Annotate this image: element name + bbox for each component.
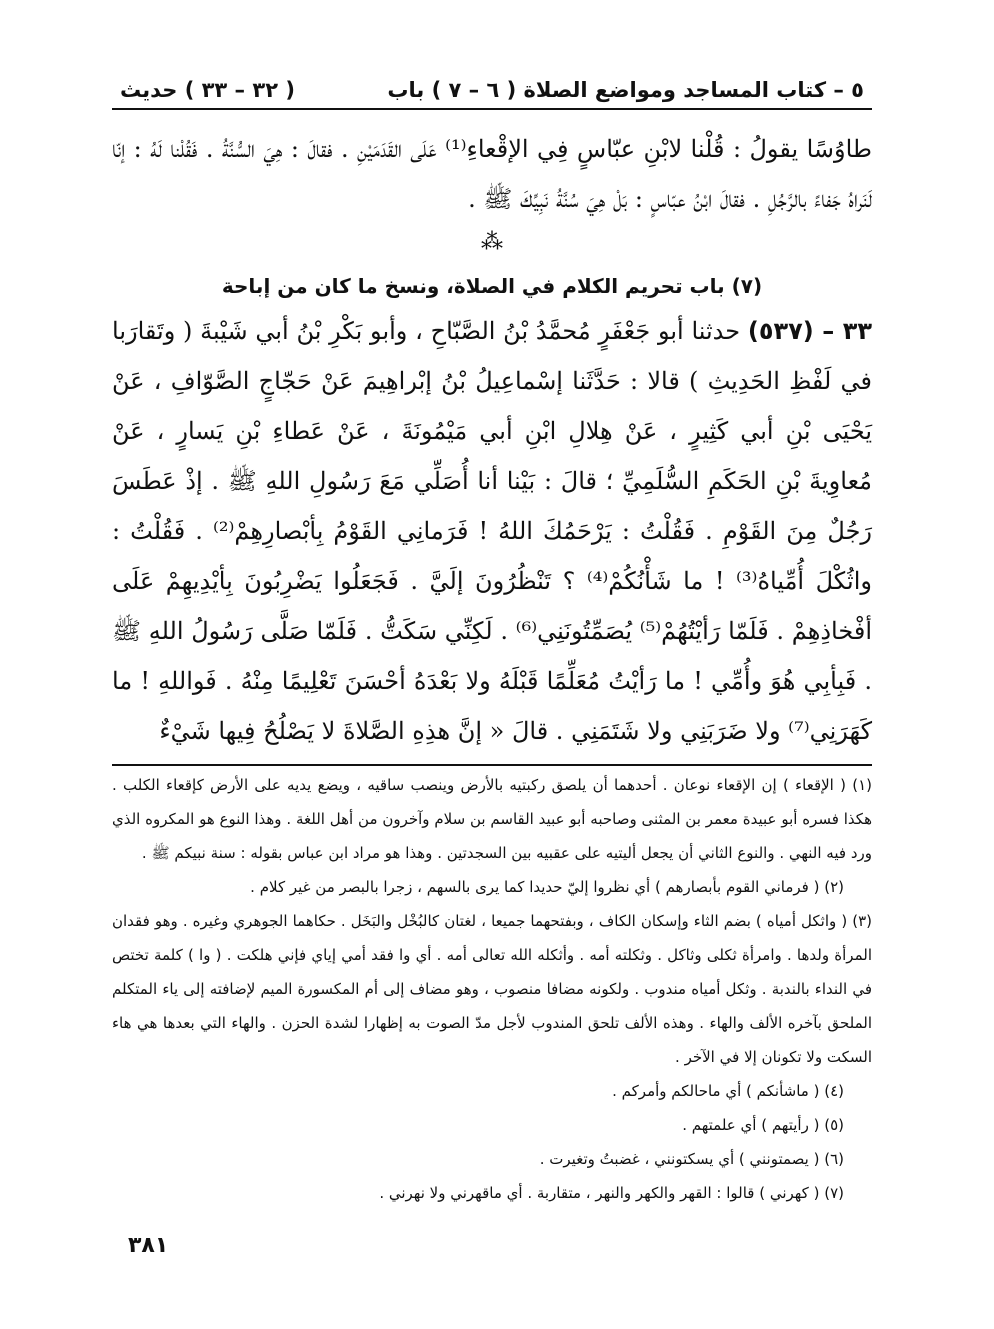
footnote-2: (٢) ( فرماني القوم بأبصارهم ) أي نظروا إليّ حديدا كما يرى بالسهم ، زجرا بالبصر من غير كلام .	[250, 878, 844, 896]
continuation-paragraph: طاوُسًا يقولُ : قُلْنا لابْنِ عبّاسٍ فِي الإقْعاءِ⁽¹⁾ عَلَى القَدَمَيْنِ . فقالَ : هِيَ السُّنَّةُ . فَقُلْنا لَهُ : إنّا لَنَراهُ جَفاءً بالرَّجُلِ . فقالَ ابْنُ عبّاسٍ : بَلْ هِيَ سُنَّةُ نَبِيِّكَ ﷺ .	[112, 135, 872, 213]
book-page	[112, 78, 872, 1210]
header-hadith-range: ( ٣٢ – ٣٣ ) حديث	[120, 78, 295, 102]
running-header	[112, 78, 872, 110]
footnote-5: (٥) ( رأيتهم ) أي علمتهم .	[682, 1116, 844, 1134]
hadith-block	[112, 306, 872, 756]
continuation-text	[112, 124, 872, 224]
footnote-3: (٣) ( واثكل أمياه ) بضم الثاء وإسكان الكاف ، وبفتحهما جميعا ، لغتان كالبُخْل والبَخَل . حكاهما الجوهري وغيره . وهو فقدان المرأة ولدها . وامرأة ثكلى وثاكل . وثكلته أمه . وأثكله الله تعالى أمه . أي وا فقد أمي إياي فإني هلكت . ( وا ) كلمة تختص في النداء بالندبة . وثكل أمياه مندوب . ولكونه مضافا منصوب ، وهو مضاف إلى أم المكسورة الميم لإضافته إلى ياء المتكلم الملحق بآخره الألف والهاء . وهذه الألف تلحق المندوب لأجل مدّ الصوت به إظهارا لشدة الحزن . والهاء التي بعدها هي هاء السكت ولا تكونان إلا في الآخر .	[112, 912, 872, 1066]
header-chapter: ٥ – كتاب المساجد ومواضع الصلاة ( ٦ – ٧ ) باب	[387, 78, 864, 102]
footnote-4: (٤) ( ماشأنكم ) أي ماحالكم وأمركم .	[612, 1082, 844, 1100]
footnote-7: (٧) ( كهرني ) قالوا : القهر والكهر والنهر ، متقاربة . أي ماقهرني ولا نهرني .	[379, 1184, 844, 1202]
footnote-divider	[112, 764, 872, 766]
chapter-title: (٧) باب تحريم الكلام في الصلاة، ونسخ ما كان من إباحة	[221, 274, 763, 298]
hadith-number: ٣٣ – (٥٣٧)	[747, 317, 872, 345]
footnotes	[112, 768, 872, 1210]
page-number: ٣٨١	[128, 1233, 169, 1258]
footnote-6: (٦) ( يصمتونني ) أي يسكتونني ، غضبتُ وتغيرت .	[539, 1150, 844, 1168]
footnote-1: (١) ( الإقعاء ) إن الإقعاء نوعان . أحدهما أن يلصق ركبتيه بالأرض وينصب ساقيه ، ويضع يديه على الأرض كإقعاء الكلب . هكذا فسره أبو عبيدة معمر بن المثنى وصاحبه أبو عبيد القاسم بن سلام وآخرون من أهل اللغة . وهذا النوع هو المكروه الذي ورد فيه النهي . والنوع الثاني أن يجعل أليتيه على عقبيه بين السجدتين . وهذا هو مراد ابن عباس بقوله : سنة نبيكم ﷺ .	[112, 776, 872, 862]
hadith-text: حدثنا أبو جَعْفَرٍ مُحمَّدُ بْنُ الصَّبّاحِ ، وأبو بَكْرِ بْنُ أبي شَيْبةَ ( وتَقارَبا في لَفْظِ الحَدِيثِ ) قالا : حَدَّثَنا إسْماعِيلُ بْنُ إبْراهِيمَ عَنْ حَجّاجٍ الصَّوّافِ ، عَنْ يَحْيَى بْنِ أبي كَثِيرٍ ، عَنْ هِلالِ ابْنِ أبي مَيْمُونَةَ ، عَنْ عَطاءِ بْنِ يَسارٍ ، عَنْ مُعاوِيةَ بْنِ الحَكَمِ السُّلَمِيِّ ؛ قالَ : بَيْنا أنا أُصَلِّي مَعَ رَسُولِ اللهِ ﷺ . إذْ عَطَسَ رَجُلٌ مِنَ القَوْمِ . فَقُلْتُ : يَرْحَمُكَ اللهُ ! فَرَمانِي القَوْمُ بِأبْصارِهِمْ⁽²⁾ . فَقُلْتُ : واثُكْلَ أُمِّياهُ⁽³⁾ ! ما شَأْنُكُمْ⁽⁴⁾ ؟ تَنْظُرُونَ إلَيَّ . فَجَعَلُوا يَضْرِبُونَ بِأيْدِيهِمْ عَلَى أفْخاذِهِمْ . فَلَمّا رَأيْتُهُمْ⁽⁵⁾ يُصَمِّتُونَنِي⁽⁶⁾ . لَكِنِّي سَكَتُّ . فَلَمّا صَلَّى رَسُولُ اللهِ ﷺ . فَبِأبِي هُوَ وأُمِّي ! ما رَأيْتُ مُعَلِّمًا قَبْلَهُ ولا بَعْدَهُ أحْسَنَ تَعْلِيمًا مِنْهُ . فَواللهِ ! ما كَهَرَنِي⁽⁷⁾ ولا ضَرَبَنِي ولا شَتَمَنِي . قالَ « إنَّ هذِهِ الصَّلاةَ لا يَصْلُحُ فِيها شَيْءٌ	[112, 317, 873, 745]
section-separator: ⁂	[481, 230, 503, 255]
